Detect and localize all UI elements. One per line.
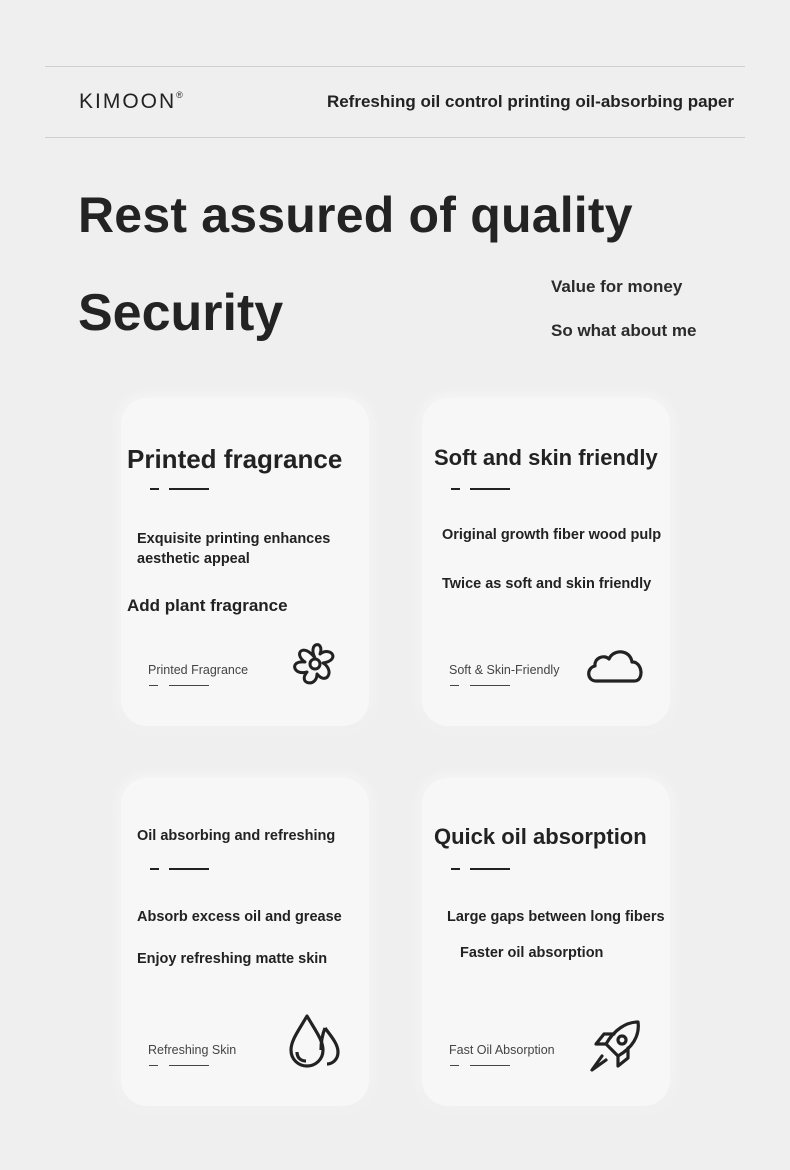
label-dash-short — [149, 1065, 158, 1066]
label-dash-long — [169, 1065, 209, 1066]
rocket-icon — [588, 1018, 644, 1074]
card-english-label: Soft & Skin-Friendly — [449, 663, 560, 677]
top-divider — [45, 66, 745, 67]
label-dash-long — [169, 685, 209, 686]
water-drops-icon — [287, 1012, 341, 1068]
card-english-label: Refreshing Skin — [148, 1043, 237, 1057]
card-feature-line: Enjoy refreshing matte skin — [137, 951, 328, 967]
product-tagline: Refreshing oil control printing oil-absorbing paper — [326, 92, 734, 111]
card-feature-line: Twice as soft and skin friendly — [442, 576, 652, 592]
label-dash-long — [470, 1065, 510, 1066]
cloud-icon — [584, 646, 646, 686]
card-feature-line: aesthetic appeal — [137, 551, 250, 567]
title-dash-short — [150, 868, 159, 870]
title-dash-long — [169, 868, 209, 870]
card-soft-skin-friendly — [422, 398, 670, 726]
card-oil-absorbing — [121, 778, 369, 1106]
title-dash-short — [451, 868, 460, 870]
card-title: Printed fragrance — [127, 444, 343, 474]
title-dash-long — [470, 488, 510, 490]
card-title: Oil absorbing and refreshing — [137, 828, 336, 844]
label-dash-short — [450, 1065, 459, 1066]
title-dash-long — [169, 488, 209, 490]
label-dash-short — [450, 685, 459, 686]
card-printed-fragrance — [121, 398, 369, 726]
card-feature-line: Large gaps between long fibers — [447, 909, 665, 925]
card-feature-line: Original growth fiber wood pulp — [442, 527, 662, 543]
registered-mark: ® — [176, 90, 183, 100]
label-dash-short — [149, 685, 158, 686]
card-feature-line: Exquisite printing enhances — [137, 531, 331, 547]
card-english-label: Printed Fragrance — [148, 663, 249, 677]
card-feature-line: Absorb excess oil and grease — [137, 909, 342, 925]
label-dash-long — [470, 685, 510, 686]
headline-quality: Rest assured of quality — [78, 187, 633, 243]
brand-logo — [79, 90, 183, 114]
brand-name: KIMOON — [79, 90, 177, 113]
title-dash-short — [150, 488, 159, 490]
card-feature-line: Add plant fragrance — [127, 596, 288, 615]
card-feature-line: Faster oil absorption — [460, 945, 604, 961]
header-divider — [45, 137, 745, 138]
title-dash-long — [470, 868, 510, 870]
card-quick-oil-absorption — [422, 778, 670, 1106]
headline-security: Security — [78, 284, 284, 342]
note-value: Value for money — [551, 277, 683, 296]
title-dash-short — [451, 488, 460, 490]
card-title: Quick oil absorption — [434, 824, 647, 849]
card-title: Soft and skin friendly — [434, 445, 658, 470]
flower-icon — [287, 634, 343, 690]
card-english-label: Fast Oil Absorption — [449, 1043, 555, 1057]
note-about-me: So what about me — [551, 321, 697, 340]
